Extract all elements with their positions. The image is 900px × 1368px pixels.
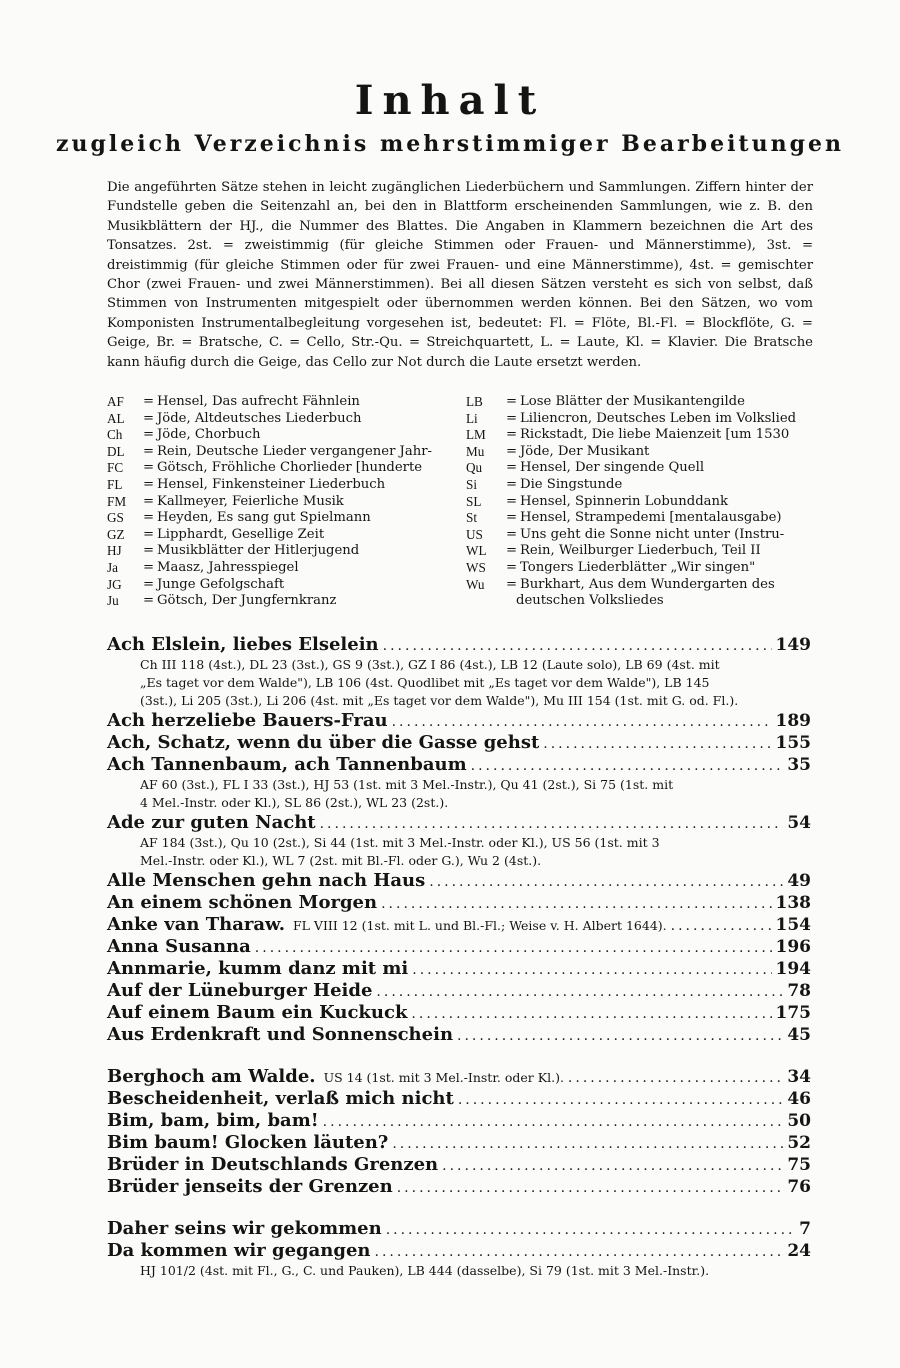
abbreviation-code: AF — [107, 394, 124, 409]
equals-sign: = — [143, 510, 155, 526]
equals-sign: = — [506, 427, 518, 443]
abbreviation-code: Mu — [466, 443, 485, 459]
toc-page-number: 46 — [787, 1089, 811, 1109]
equals-sign: = — [143, 460, 155, 476]
equals-sign: = — [506, 410, 518, 426]
toc-entry-title: Alle Menschen gehn nach Haus — [107, 870, 426, 891]
abbreviation-code: St — [466, 510, 477, 526]
abbreviation-row — [466, 427, 816, 444]
abbreviation-row — [107, 427, 459, 444]
abbreviation-description: Rickstadt, Die liebe Maienzeit [um 1530 — [520, 427, 790, 443]
toc-entry-title: Brüder jenseits der Grenzen — [107, 1176, 393, 1197]
abbreviation-code: JG — [107, 576, 122, 592]
abbreviation-description: Rein, Weilburger Liederbuch, Teil II — [520, 543, 761, 559]
toc-page-number: 54 — [787, 813, 811, 833]
abbreviation-code: GZ — [107, 526, 125, 542]
page-title: Inhalt — [354, 77, 546, 124]
abbreviation-description: Maasz, Jahresspiegel — [157, 559, 299, 575]
equals-sign: = — [143, 543, 155, 559]
toc-page-number: 34 — [787, 1067, 811, 1087]
equals-sign: = — [506, 510, 518, 526]
toc-page-number: 50 — [787, 1111, 811, 1131]
abbreviation-description: Kallmeyer, Feierliche Musik — [157, 493, 344, 509]
equals-sign: = — [143, 443, 155, 459]
abbreviation-code: Ch — [107, 427, 123, 443]
toc-entry — [107, 1088, 811, 1110]
abbreviation-row — [466, 577, 816, 594]
abbreviation-description: Lose Blätter der Musikantengilde — [520, 394, 745, 409]
abbreviation-row — [107, 543, 459, 560]
dot-leader — [471, 758, 784, 774]
toc-entry-sources: AF 60 (3st.), FL I 33 (3st.), HJ 53 (1st. mit 3 Mel.-Instr.), Qu 41 (2st.), Si 75 (1st. mit — [140, 777, 674, 792]
abbreviation-description: Tongers Liederblätter „Wir singen" — [520, 559, 756, 575]
toc-page-number: 78 — [787, 981, 811, 1001]
toc-entry-title: Bim, bam, bim, bam! — [107, 1110, 319, 1131]
abbreviation-description: Jöde, Der Musikant — [520, 443, 650, 459]
toc-entry-title: Da kommen wir gegangen — [107, 1240, 371, 1261]
toc-entry — [107, 892, 811, 914]
abbreviation-code: FL — [107, 476, 123, 492]
abbreviation-row — [466, 494, 816, 511]
abbreviation-code: DL — [107, 443, 125, 459]
abbreviation-row — [466, 543, 816, 560]
toc-entry — [107, 1002, 811, 1024]
abbreviation-code: Li — [466, 410, 478, 426]
toc-entry — [107, 1066, 811, 1088]
toc-entry-sources: AF 184 (3st.), Qu 10 (2st.), Si 44 (1st. mit 3 Mel.-Instr. oder Kl.), US 56 (1st. mit 3 — [140, 835, 660, 850]
abbreviation-code: AL — [107, 410, 125, 426]
toc-page-number: 175 — [775, 1003, 811, 1023]
toc-entry — [107, 1218, 811, 1240]
dot-leader — [543, 736, 771, 752]
abbreviation-row — [466, 527, 816, 544]
equals-sign: = — [143, 526, 155, 542]
toc-entry-sources: US 14 (1st. mit 3 Mel.-Instr. oder Kl.). — [323, 1070, 564, 1085]
toc-entry — [107, 936, 811, 958]
abbreviation-row — [466, 510, 816, 527]
abbreviation-code: LM — [466, 427, 486, 443]
abbreviation-description: Lipphardt, Gesellige Zeit — [157, 526, 325, 542]
equals-sign: = — [143, 559, 155, 575]
abbreviation-description: Hensel, Finkensteiner Liederbuch — [157, 476, 386, 492]
abbreviation-description: Die Singstunde — [520, 476, 623, 492]
equals-sign: = — [506, 576, 518, 592]
toc-page-number: 76 — [787, 1177, 811, 1197]
abbreviation-code: WS — [466, 559, 486, 575]
abbreviation-description: Hensel, Strampedemi [mentalausgabe) — [520, 510, 782, 526]
abbreviation-code: WL — [466, 543, 487, 559]
abbreviation-code: Ju — [107, 593, 119, 609]
abbreviation-description: Uns geht die Sonne nicht unter (Instru- — [520, 526, 785, 542]
abbreviation-row — [466, 477, 816, 494]
equals-sign: = — [506, 493, 518, 509]
abbreviation-description: Heyden, Es sang gut Spielmann — [157, 510, 371, 526]
toc-page-number: 138 — [775, 893, 811, 913]
toc-entry-sources: FL VIII 12 (1st. mit L. und Bl.-Fl.; Weise v. H. Albert 1644). — [292, 918, 667, 933]
toc-entry-title: Ach Elslein, liebes Elselein — [107, 634, 379, 655]
toc-entry-sources: (3st.), Li 205 (3st.), Li 206 (4st. mit „Es taget vor dem Walde"), Mu III 154 (1st. mit G. od. Fl.). — [140, 693, 739, 708]
toc-page-number: 149 — [775, 635, 811, 655]
toc-entry-title: Auf der Lüneburger Heide — [107, 980, 373, 1001]
toc-entry-title: Ach, Schatz, wenn du über die Gasse gehst — [107, 732, 540, 753]
abbreviation-description: Götsch, Der Jungfernkranz — [157, 593, 337, 609]
abbreviation-row — [466, 460, 816, 477]
toc-entry — [107, 754, 811, 776]
abbreviation-row — [107, 510, 459, 527]
abbreviation-row — [107, 411, 459, 428]
equals-sign: = — [506, 394, 518, 409]
abbreviation-description: Hensel, Das aufrecht Fähnlein — [157, 394, 360, 409]
toc-page-number: 194 — [775, 959, 811, 979]
equals-sign: = — [506, 476, 518, 492]
toc-entry-title: Daher seins wir gekommen — [107, 1218, 382, 1239]
abbreviation-row — [107, 477, 459, 494]
dot-leader — [320, 816, 784, 832]
toc-entry-title: Aus Erdenkraft und Sonnenschein — [107, 1024, 454, 1045]
toc-entry — [107, 1132, 811, 1154]
abbreviation-code: FC — [107, 460, 124, 476]
toc-page-number: 49 — [787, 871, 811, 891]
abbreviation-code: Si — [466, 476, 477, 492]
toc-entry-title: Ach Tannenbaum, ach Tannenbaum — [107, 754, 467, 775]
dot-leader — [671, 918, 772, 934]
toc-page-number: 52 — [787, 1133, 811, 1153]
toc-entry-title: Bim baum! Glocken läuten? — [107, 1132, 389, 1153]
abbreviation-description: Jöde, Chorbuch — [157, 427, 261, 443]
abbreviation-code: GS — [107, 510, 124, 526]
dot-leader — [383, 638, 772, 654]
equals-sign: = — [143, 410, 155, 426]
dot-leader — [323, 1114, 784, 1130]
toc-entry — [107, 1176, 811, 1198]
toc-entry — [107, 1024, 811, 1046]
abbreviation-code: SL — [466, 493, 482, 509]
abbreviation-row — [107, 593, 459, 610]
toc-entry-sources: HJ 101/2 (4st. mit Fl., G., C. und Pauken), LB 444 (dasselbe), Si 79 (1st. mit 3 Mel.-Instr.). — [140, 1263, 710, 1278]
equals-sign: = — [143, 493, 155, 509]
toc-entry-sources: „Es taget vor dem Walde"), LB 106 (4st. Quodlibet mit „Es taget vor dem Walde"), LB 145 — [140, 675, 710, 690]
dot-leader — [397, 1180, 784, 1196]
equals-sign: = — [143, 394, 155, 409]
dot-leader — [381, 896, 771, 912]
abbreviation-description: Jöde, Altdeutsches Liederbuch — [157, 410, 362, 426]
abbreviation-row — [107, 444, 459, 461]
equals-sign: = — [506, 443, 518, 459]
toc-entry — [107, 732, 811, 754]
toc-page-number: 196 — [775, 937, 811, 957]
dot-leader — [568, 1070, 783, 1086]
abbreviation-code: Qu — [466, 460, 483, 476]
abbreviation-code: FM — [107, 493, 127, 509]
toc-entry-title: Berghoch am Walde. — [107, 1066, 316, 1087]
equals-sign: = — [143, 476, 155, 492]
toc-entry-sources: Mel.-Instr. oder Kl.), WL 7 (2st. mit Bl.-Fl. oder G.), Wu 2 (4st.). — [140, 853, 542, 868]
toc-page-number: 154 — [775, 915, 811, 935]
toc-page-number: 75 — [787, 1155, 811, 1175]
toc-entry — [107, 1110, 811, 1132]
dot-leader — [457, 1028, 783, 1044]
toc-entry-title: Auf einem Baum ein Kuckuck — [107, 1002, 408, 1023]
toc-entry — [107, 980, 811, 1002]
toc-entry — [107, 870, 811, 892]
dot-leader — [411, 1006, 771, 1022]
page-subtitle: zugleich Verzeichnis mehrstimmiger Bearbeitungen — [56, 131, 844, 157]
abbreviation-row — [107, 560, 459, 577]
abbreviation-list-left — [107, 394, 459, 610]
dot-leader — [392, 714, 772, 730]
equals-sign: = — [143, 427, 155, 443]
toc-entry-title: Bescheidenheit, verlaß mich nicht — [107, 1088, 454, 1109]
abbreviation-row — [466, 394, 816, 411]
dot-leader — [255, 940, 772, 956]
toc-entry — [107, 1240, 811, 1262]
abbreviation-row — [107, 527, 459, 544]
toc-page-number: 35 — [787, 755, 811, 775]
toc-entry-title: Annmarie, kumm danz mit mi — [107, 958, 409, 979]
abbreviation-row — [466, 560, 816, 577]
abbreviation-description: Burkhart, Aus dem Wundergarten des — [520, 576, 775, 592]
dot-leader — [375, 1244, 784, 1260]
dot-leader — [442, 1158, 783, 1174]
abbreviation-row — [466, 411, 816, 428]
abbreviation-row — [107, 494, 459, 511]
abbreviation-list-right — [466, 394, 816, 610]
dot-leader — [429, 874, 783, 890]
abbreviation-description: Rein, Deutsche Lieder vergangener Jahr- — [157, 443, 432, 459]
toc-entry-title: Ade zur guten Nacht — [107, 812, 316, 833]
toc-entry — [107, 958, 811, 980]
toc-page-number: 45 — [787, 1025, 811, 1045]
toc-entry-title: Brüder in Deutschlands Grenzen — [107, 1154, 439, 1175]
toc-page-number: 189 — [775, 711, 811, 731]
equals-sign: = — [506, 526, 518, 542]
toc-entry — [107, 634, 811, 656]
toc-entry-title: Ach herzeliebe Bauers-Frau — [107, 710, 388, 731]
dot-leader — [392, 1136, 783, 1152]
toc-page-number: 7 — [799, 1219, 811, 1239]
dot-leader — [458, 1092, 784, 1108]
toc-entry — [107, 710, 811, 732]
abbreviation-code: LB — [466, 394, 483, 409]
toc-entry-sources: Ch III 118 (4st.), DL 23 (3st.), GS 9 (3st.), GZ I 86 (4st.), LB 12 (Laute solo), LB 69 (4st. mit — [140, 657, 720, 672]
toc-entry-sources: 4 Mel.-Instr. oder Kl.), SL 86 (2st.), WL 23 (2st.). — [140, 795, 449, 810]
toc-entry — [107, 1154, 811, 1176]
abbreviation-description: Musikblätter der Hitlerjugend — [157, 543, 360, 559]
abbreviation-description: Hensel, Spinnerin Lobunddank — [520, 493, 729, 509]
abbreviation-description: Liliencron, Deutsches Leben im Volkslied — [520, 410, 797, 426]
toc-entry — [107, 914, 811, 936]
equals-sign: = — [506, 460, 518, 476]
abbreviation-code: HJ — [107, 543, 122, 559]
abbreviation-code: Ja — [107, 559, 118, 575]
abbreviation-row — [107, 394, 459, 411]
abbreviation-description: Hensel, Der singende Quell — [520, 460, 705, 476]
toc-entry-title: An einem schönen Morgen — [107, 892, 378, 913]
toc-page-number: 155 — [775, 733, 811, 753]
toc-entry-title: Anke van Tharaw. — [107, 914, 285, 935]
equals-sign: = — [506, 543, 518, 559]
abbreviation-row — [466, 444, 816, 461]
toc-entry — [107, 812, 811, 834]
intro-paragraph: Die angeführten Sätze stehen in leicht zugänglichen Liederbüchern und Sammlungen. Ziffern hinter der Fundstelle geben die Seitenzahl an, bei den in Blattform erscheinenden Sammlungen, wie z. B. den Musikblättern der HJ., die Nummer des Blattes. Die Angaben in Klammern bezeichnen die Art des Tonsatzes. 2st. = zweistimmig (für gleiche Stimmen oder Frauen- und Männerstimme), 3st. = dreistimmig (für gleiche Stimmen oder für zwei Frauen- und eine Männerstimme), 4st. = gemischter Chor (zwei Frauen- und zwei Männerstimmen). Bei all diesen Sätzen versteht es sich von selbst, daß Stimmen von Instrumenten mitgespielt oder übernommen werden können. Bei den Sätzen, wo vom Komponisten Instrumentalbegleitung vorgesehen ist, bedeutet: Fl. = Flöte, Bl.-Fl. = Blockflöte, G. = Geige, Br. = Bratsche, C. = Cello, Str.-Qu. = Streichquartett, L. = Laute, Kl. = Klavier. Die Bratsche kann häufig durch die Geige, das Cello zur Not durch die Laute ersetzt werden. — [107, 180, 813, 370]
abbreviation-row — [107, 460, 459, 477]
abbreviation-row — [107, 577, 459, 594]
abbreviation-continuation: deutschen Volksliedes — [516, 593, 664, 609]
toc-page-number: 24 — [787, 1241, 811, 1261]
toc-entry-title: Anna Susanna — [107, 936, 251, 957]
abbreviation-code: US — [466, 526, 483, 542]
equals-sign: = — [506, 559, 518, 575]
abbreviation-description: Götsch, Fröhliche Chorlieder [hunderte — [157, 460, 423, 476]
equals-sign: = — [143, 576, 155, 592]
dot-leader — [386, 1222, 795, 1238]
dot-leader — [376, 984, 783, 1000]
abbreviation-description: Junge Gefolgschaft — [157, 576, 285, 592]
abbreviation-code: Wu — [466, 576, 485, 592]
dot-leader — [412, 962, 771, 978]
equals-sign: = — [143, 593, 155, 609]
